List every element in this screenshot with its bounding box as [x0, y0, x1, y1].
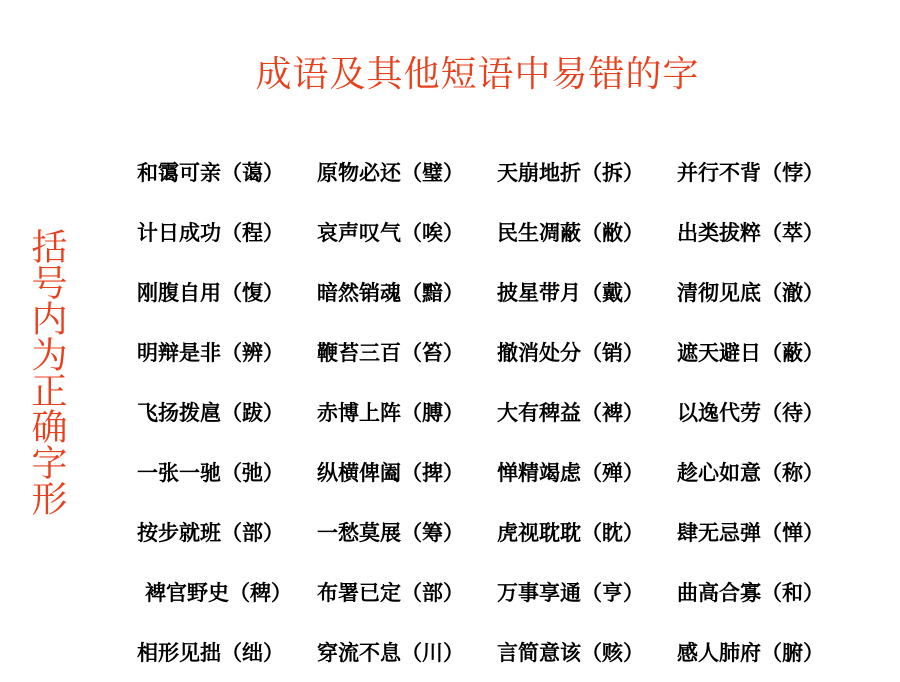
- idiom-cell: 撤消处分（销）: [497, 341, 644, 365]
- idiom-cell: 清彻见底（澈）: [677, 281, 824, 305]
- idiom-row: [137, 562, 857, 622]
- idiom-cell: 一张一驰（弛）: [137, 461, 284, 485]
- idiom-cell: 穿流不息（川）: [317, 641, 464, 665]
- idiom-cell: 计日成功（程）: [137, 221, 284, 245]
- idiom-row: [137, 442, 857, 502]
- idiom-cell: 肆无忌弹（惮）: [677, 521, 824, 545]
- idiom-row: [137, 262, 857, 322]
- idiom-cell: 出类拔粹（萃）: [677, 221, 824, 245]
- idiom-cell: 相形见拙（绌）: [137, 641, 284, 665]
- idiom-row: [137, 202, 857, 262]
- idiom-cell: 刚腹自用（愎）: [137, 281, 284, 305]
- idiom-cell: 虎视耽耽（眈）: [497, 521, 644, 545]
- idiom-row: [137, 322, 857, 382]
- idiom-cell: 言简意该（赅）: [497, 641, 644, 665]
- idiom-cell: 民生凋蔽（敝）: [497, 221, 644, 245]
- idiom-cell: 惮精竭虑（殚）: [497, 461, 644, 485]
- idiom-cell: 鞭苔三百（笞）: [317, 341, 464, 365]
- idiom-cell: 并行不背（悖）: [677, 161, 824, 185]
- idiom-cell: 遮天避日（蔽）: [677, 341, 824, 365]
- idiom-cell: 一愁莫展（筹）: [317, 521, 464, 545]
- idiom-cell: 飞扬拨扈（跋）: [137, 401, 284, 425]
- idiom-cell: 万事享通（亨）: [497, 581, 644, 605]
- page-title: 成语及其他短语中易错的字: [255, 54, 700, 95]
- idiom-cell: 裨官野史（稗）: [145, 581, 292, 605]
- idiom-cell: 以逸代劳（待）: [677, 401, 824, 425]
- side-label: 括号内为正确字形: [26, 228, 67, 516]
- idiom-cell: 赤博上阵（膊）: [317, 401, 464, 425]
- idiom-cell: 大有稗益（裨）: [497, 401, 644, 425]
- idiom-cell: 和霭可亲（蔼）: [137, 161, 284, 185]
- idiom-cell: 纵横俾阖（捭）: [317, 461, 464, 485]
- idiom-row: [137, 382, 857, 442]
- idiom-cell: 布署已定（部）: [317, 581, 464, 605]
- idiom-cell: 天崩地折（拆）: [497, 161, 644, 185]
- idiom-cell: 趁心如意（称）: [677, 461, 824, 485]
- idiom-row: [137, 622, 857, 682]
- idiom-cell: 曲高合寡（和）: [677, 581, 824, 605]
- idiom-cell: 披星带月（戴）: [497, 281, 644, 305]
- idiom-row: [137, 502, 857, 562]
- idiom-cell: 明辩是非（辨）: [137, 341, 284, 365]
- idiom-cell: 暗然销魂（黯）: [317, 281, 464, 305]
- idiom-row: [137, 142, 857, 202]
- idiom-cell: 原物必还（璧）: [317, 161, 464, 185]
- idiom-grid: [137, 142, 857, 682]
- idiom-cell: 哀声叹气（唉）: [317, 221, 464, 245]
- idiom-cell: 按步就班（部）: [137, 521, 284, 545]
- idiom-cell: 感人肺府（腑）: [677, 641, 824, 665]
